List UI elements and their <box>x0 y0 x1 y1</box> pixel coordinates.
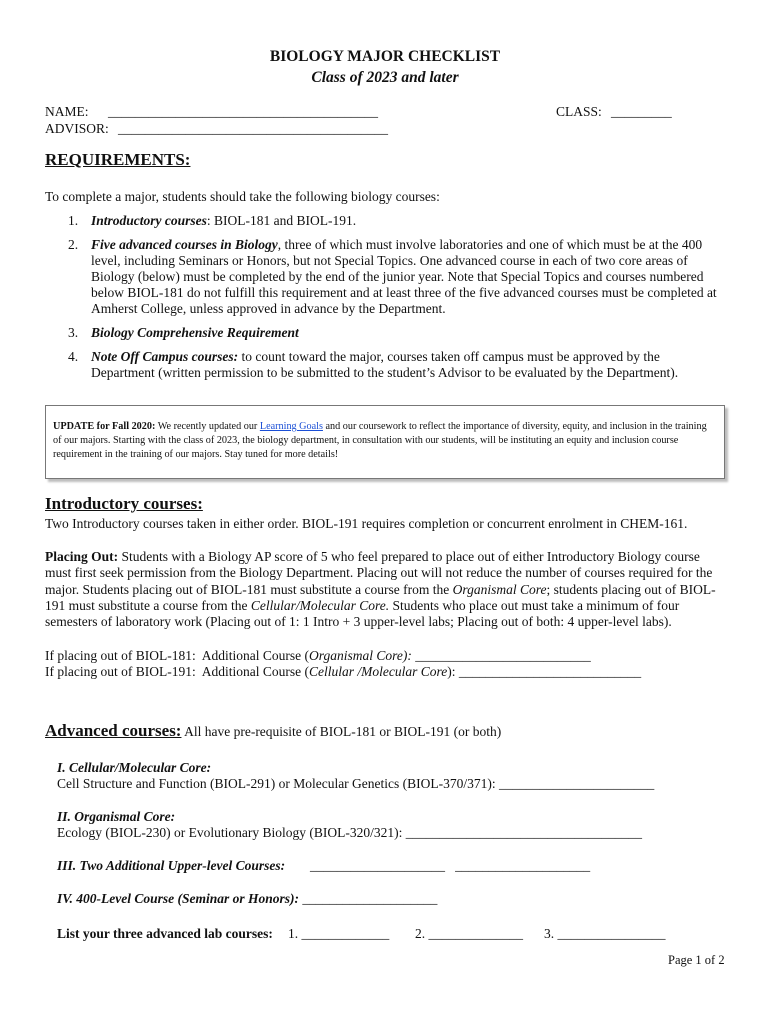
core1-field[interactable]: Cell Structure and Function (BIOL-291) or Molecular Genetics (BIOL-370/371): _______________________ <box>57 776 655 791</box>
advanced-heading: Advanced courses: <box>45 721 182 740</box>
requirement-text: , three of which must involve laboratories and one of which must be at the 400 level, including Seminars or Honors, but not Special Topics. One advanced course in each of two core areas of Biology (below) must be completed by the end of the junior year. Note that Special Topics and courses numbered below BIOL-181 do not fulfill this requirement and at least three of the five advanced courses must be completed at Amherst College, unless approved in advance by the Department. <box>91 237 717 316</box>
lab-course-1-field[interactable]: 1. _____________ <box>288 926 390 941</box>
requirements-intro: To complete a major, students should take the following biology courses: <box>45 189 440 204</box>
core4-line <box>57 891 437 907</box>
introductory-heading: Introductory courses: <box>45 494 203 513</box>
requirement-item: 3. Biology Comprehensive Requirement <box>68 325 299 340</box>
doc-subtitle: Class of 2023 and later <box>311 69 459 86</box>
placing-out-label: Placing Out: <box>45 549 119 564</box>
requirement-lead: Introductory courses <box>91 213 207 228</box>
requirement-lead: Five advanced courses in Biology <box>91 237 278 252</box>
core1-title: I. Cellular/Molecular Core: <box>57 760 212 775</box>
core3-fields[interactable]: ____________________ ____________________ <box>310 858 591 873</box>
core4-title: IV. 400-Level Course (Seminar or Honors): <box>57 891 300 906</box>
name-label: NAME: <box>45 104 89 119</box>
requirement-text: : BIOL-181 and BIOL-191. <box>206 213 357 228</box>
core2-title: II. Organismal Core: <box>57 809 176 824</box>
advisor-field[interactable]: ________________________________________ <box>118 121 388 136</box>
requirement-item: 4. Note Off Campus courses: to count toward the major, courses taken off campus must be approved by the Department (written permission to be submitted to the student’s Advisor to be evaluated by the Department). <box>68 349 679 380</box>
page-number: Page 1 of 2 <box>668 953 725 967</box>
lab-course-2-field[interactable]: 2. ______________ <box>415 926 523 941</box>
lab-courses-label: List your three advanced lab courses: <box>57 926 273 941</box>
doc-title: BIOLOGY MAJOR CHECKLIST <box>269 48 501 65</box>
requirement-item: 2. Five advanced courses in Biology, three of which must involve laboratories and one of which must be at the 400 level, including Seminars or Honors, but not Special Topics. One advanced course in each of two core areas of Biology (below) must be completed by the end of the junior year. Note that Special Topics and courses numbered below BIOL-181 do not fulfill this requirement and at least three of the five advanced courses must be completed at Amherst College, unless approved in advance by the Department. <box>68 237 717 316</box>
placing-out-181-line: If placing out of BIOL-181: Additional Course (Organismal Core): __________________________ <box>45 648 591 663</box>
class-label: CLASS: <box>556 104 602 119</box>
introductory-description: Two Introductory courses taken in either order. BIOL-191 requires completion or concurrent enrolment in CHEM-161. <box>45 516 688 531</box>
core2-field[interactable]: Ecology (BIOL-230) or Evolutionary Biology (BIOL-320/321): ___________________________________ <box>57 825 642 840</box>
class-field[interactable]: _________ <box>611 104 672 119</box>
core4-field[interactable]: ____________________ <box>299 891 438 906</box>
advanced-heading-line <box>45 723 501 740</box>
placing-out-191-line: If placing out of BIOL-191: Additional Course (Cellular /Molecular Core): ___________________________ <box>45 664 642 679</box>
requirement-lead: Biology Comprehensive Requirement <box>91 325 299 340</box>
requirement-item: 1. Introductory courses: BIOL-181 and BIOL-191. <box>68 213 357 228</box>
learning-goals-link[interactable]: Learning Goals <box>259 421 323 432</box>
advanced-prereq: All have pre-requisite of BIOL-181 or BIOL-191 (or both) <box>181 724 502 739</box>
requirement-text: to count toward the major, courses taken off campus must be approved by the Department (written permission to be submitted to the student’s Advisor to be evaluated by the Department). <box>91 349 679 380</box>
requirements-heading: REQUIREMENTS: <box>45 150 191 169</box>
update-label: UPDATE for Fall 2020: <box>53 421 156 432</box>
requirements-list <box>45 213 725 389</box>
placing-out-paragraph: Placing Out: Students with a Biology AP score of 5 who feel prepared to place out of either Introductory Biology course must first seek permission from the Biology Department. Placing out will not reduce the number of courses required for the major. Students placing out of BIOL-181 must substitute a course from the Organismal Core; students placing out of BIOL-191 must substitute a course from the Cellular/Molecular Core. Students who place out must take a minimum of four semesters of laboratory work (Placing out of 1: 1 Intro + 3 upper-level labs; Placing out of both: 4 upper-level labs). <box>45 549 716 630</box>
update-notice: UPDATE for Fall 2020: We recently updated our Learning Goals and our coursework to reflect the importance of diversity, equity, and inclusion in the training of our majors. Starting with the class of 2023, the biology department, in consultation with our students, will be instituting an equity and inclusion course requirement in the training of our majors. Stay tuned for more details! <box>45 405 725 479</box>
name-field[interactable]: ________________________________________ <box>108 104 378 119</box>
advisor-label: ADVISOR: <box>45 121 109 136</box>
core3-title: III. Two Additional Upper-level Courses: <box>57 858 286 873</box>
placing-out-181-field[interactable]: __________________________ <box>411 648 591 663</box>
lab-course-3-field[interactable]: 3. ________________ <box>544 926 666 941</box>
requirement-lead: Note Off Campus courses: <box>91 349 239 364</box>
placing-out-191-field[interactable]: ): ___________________________ <box>447 664 642 679</box>
